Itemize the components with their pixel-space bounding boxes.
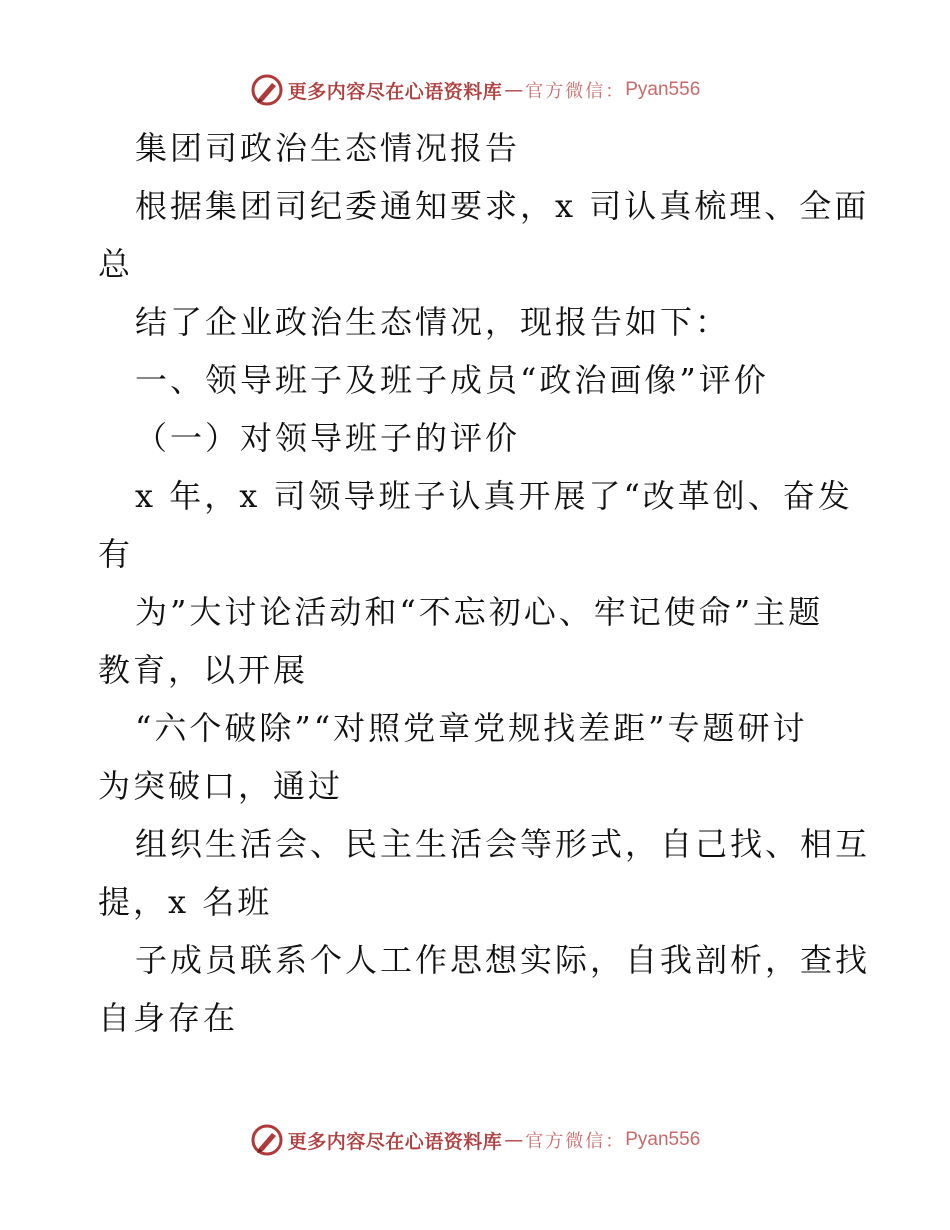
footer-watermark	[0, 1120, 950, 1160]
watermark-dash: —	[504, 79, 524, 101]
watermark-id: Pyan556	[625, 1129, 701, 1150]
document-title: 集团司政治生态情况报告	[135, 129, 521, 167]
paragraph-line: 有	[98, 535, 134, 573]
paragraph-line: 提，x 名班	[98, 883, 273, 921]
watermark-id: Pyan556	[625, 79, 701, 100]
paragraph-line: 组织生活会、民主生活会等形式，自己找、相互	[135, 825, 871, 863]
watermark-dash: —	[504, 1129, 524, 1151]
section-heading: 一、领导班子及班子成员“政治画像”评价	[135, 361, 769, 399]
paragraph-line: 总	[98, 245, 134, 283]
paragraph-line: 根据集团司纪委通知要求，x 司认真梳理、全面	[135, 187, 870, 225]
paragraph-line: x 年，x 司领导班子认真开展了“改革创、奋发	[135, 477, 853, 515]
paragraph-line: 为”大讨论活动和“不忘初心、牢记使命”主题	[135, 593, 824, 631]
paragraph-line: 自身存在	[98, 999, 239, 1037]
watermark-label: 官方微信：	[525, 1131, 626, 1152]
paragraph-line: 教育，以开展	[98, 651, 309, 689]
watermark-label: 官方微信：	[525, 81, 626, 102]
pen-logo-icon	[250, 73, 284, 107]
watermark-text: 更多内容尽在心语资料库	[287, 1130, 503, 1153]
paragraph-line: 为突破口，通过	[98, 767, 344, 805]
watermark-text: 更多内容尽在心语资料库	[287, 80, 503, 103]
subsection-heading: （一）对领导班子的评价	[135, 419, 521, 457]
paragraph-line: “六个破除”“对照党章党规找差距”专题研讨	[135, 709, 808, 747]
paragraph-line: 结了企业政治生态情况，现报告如下：	[135, 303, 731, 341]
pen-logo-icon	[250, 1123, 284, 1157]
header-watermark	[0, 70, 950, 110]
paragraph-line: 子成员联系个人工作思想实际，自我剖析，查找	[135, 941, 871, 979]
